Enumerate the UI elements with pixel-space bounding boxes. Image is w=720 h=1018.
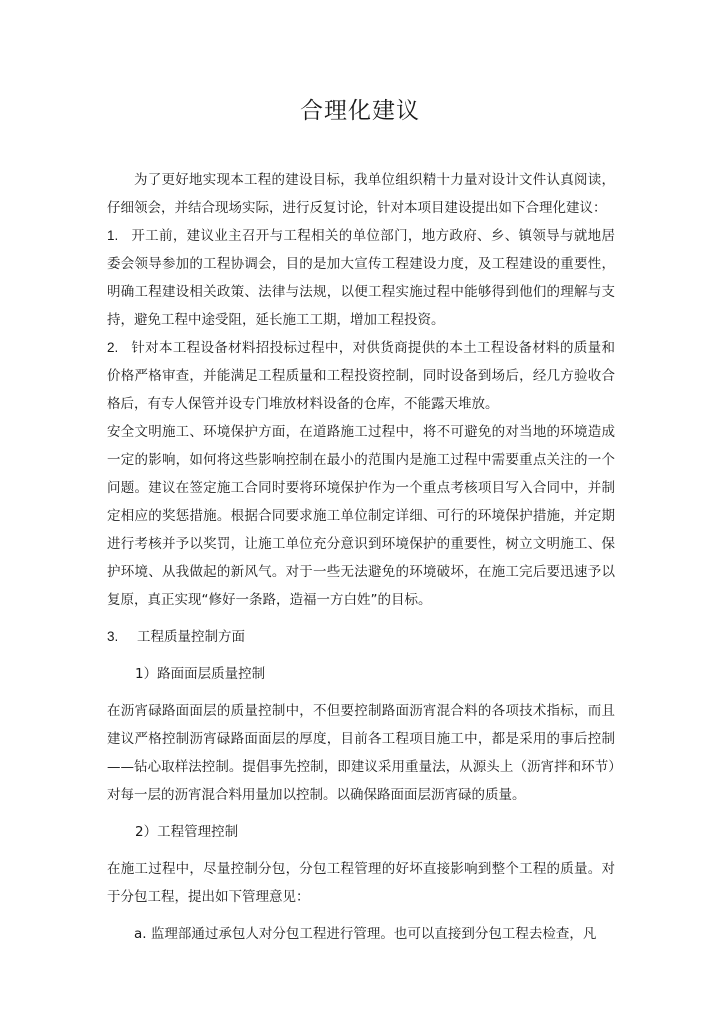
safety-paragraph: 安全文明施工、环境保护方面，在道路施工过程中，将不可避免的对当地的环境造成一定的影响，如何将这些影响控制在最小的范围内是施工过程中需要重点关注的一个问题。建议在签定施工合同时要将环境保护作为一个重点考核项目写入合同中，并制定相应的奖惩措施。根据合同要求施工单位制定详细、可行的环境保护措施，并定期进行考核并予以奖罚，让施工单位充分意识到环境保护的重要性，树立文明施工、保护环境、从我做起的新风气。对于一些无法避免的环境破坏，在施工完后要迅速予以复原，真正实现“修好一条路，造福一方白姓”的目标。 <box>107 424 615 608</box>
item-2-paragraph <box>107 334 615 418</box>
intro-paragraph: 为了更好地实现本工程的建设目标，我单位组织精十力量对设计文件认真阅读，仔细领会，并结合现场实际，进行反复讨论，针对本项目建设提出如下合理化建议： <box>107 172 615 216</box>
document-body <box>107 166 615 948</box>
item-1-text: 开工前，建议业主召开与工程相关的单位部门，地方政府、乡、镇领导与就地居委会领导参加的工程协调会，目的是加大宣传工程建设力度，及工程建设的重要性，明确工程建设相关政策、法律与法规，以便工程实施过程中能够得到他们的理解与支持，避免工程中途受阻，延长施工工期，增加工程投资。 <box>107 228 615 328</box>
item-3-text: 工程质量控制方面 <box>137 629 245 645</box>
asphalt-paragraph: 在沥宵碌路面面层的质量控制中，不但要控制路面沥宵混合料的各项技术指标，而且建议严格控制沥宵碌路面面层的厚度，目前各工程项目施工中，都是采用的事后控制——钻心取样法控制。提倡事先控制，即建议采用重量法，从源头上（沥宵拌和环节）对每一层的沥宵混合料用量加以控制。以确保路面面层沥宵碌的质量。 <box>107 703 615 803</box>
subheading-pavement-quality: 1）路面面层质量控制 <box>135 666 266 682</box>
subcontract-paragraph: 在施工过程中，尽量控制分包，分包工程管理的好坏直接影响到整个工程的质量。对于分包工程，提出如下管理意见： <box>107 861 615 905</box>
item-3-number: 3. <box>107 629 119 644</box>
item-2-number: 2. <box>107 340 119 355</box>
page-title: 合理化建议 <box>300 98 420 124</box>
item-a-paragraph: a. 监理部通过承包人对分包工程进行管理。也可以直接到分包工程去检查，凡 <box>134 926 597 942</box>
item-1-paragraph <box>107 222 615 334</box>
subheading-management-control: 2）工程管理控制 <box>135 824 239 840</box>
item-2-text: 针对本工程设备材料招投标过程中，对供货商提供的本土工程设备材料的质量和价格严格审查，并能满足工程质量和工程投资控制，同时设备到场后，经几方验收合格后，有专人保管并设专门堆放材料设备的仓库，不能露天堆放。 <box>107 340 615 412</box>
item-1-number: 1. <box>107 228 119 243</box>
item-3-heading <box>107 623 615 651</box>
